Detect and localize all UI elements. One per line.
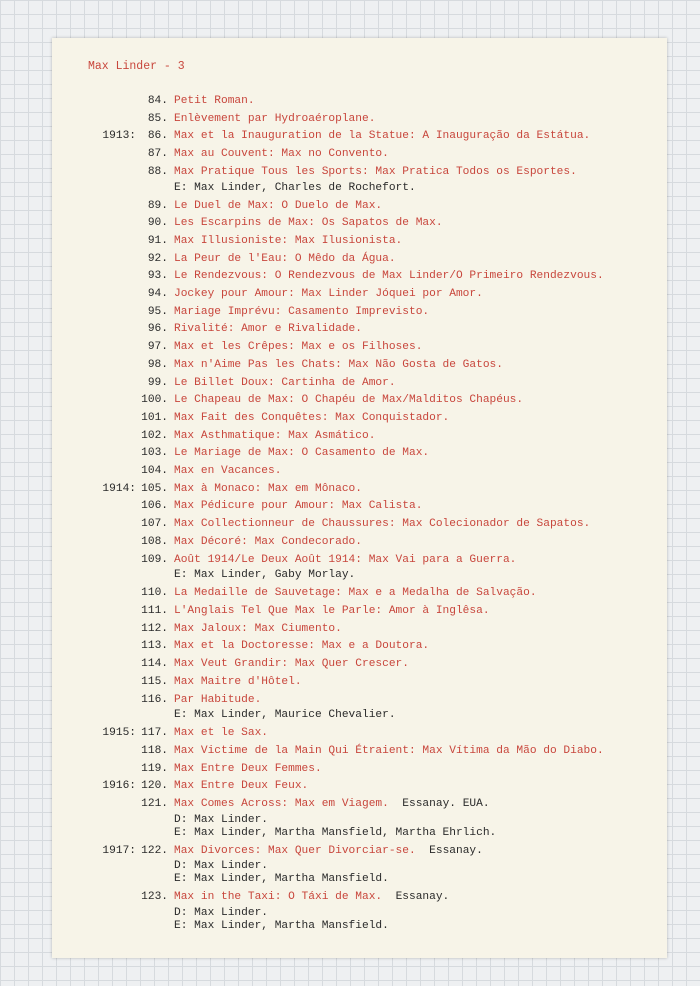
film-entry	[52, 585, 667, 603]
film-title: Août 1914/Le Deux Août 1914: Max Vai para a Guerra.	[174, 553, 517, 566]
film-entry	[52, 463, 667, 481]
credit-line: E: Max Linder, Martha Mansfield, Martha Ehrlich.	[174, 826, 497, 839]
credit-line: D: Max Linder.	[174, 813, 268, 826]
entry-number: 112.	[141, 622, 168, 635]
production-info: Essanay.	[429, 844, 483, 857]
film-title: Le Rendezvous: O Rendezvous de Max Linder/O Primeiro Rendezvous.	[174, 270, 604, 283]
film-entry	[52, 516, 667, 534]
entry-number: 116.	[141, 693, 168, 706]
film-entry	[52, 428, 667, 446]
film-entry	[52, 481, 667, 499]
entry-year: 1913:	[102, 130, 136, 143]
credit-line: E: Max Linder, Maurice Chevalier.	[174, 709, 396, 722]
film-entry	[52, 111, 667, 129]
entry-body	[174, 516, 667, 534]
film-title: Max et la Inauguration de la Statue: A Inauguração da Estátua.	[174, 130, 591, 143]
entry-body	[174, 111, 667, 129]
film-title: La Peur de l'Eau: O Mêdo da Água.	[174, 252, 396, 265]
entry-number: 85.	[147, 112, 168, 125]
film-title: Par Habitude.	[174, 693, 262, 706]
entry-number: 94.	[147, 288, 168, 301]
film-title: Les Escarpins de Max: Os Sapatos de Max.	[174, 217, 443, 230]
film-title: Mariage Imprévu: Casamento Imprevisto.	[174, 305, 430, 318]
film-title: Le Mariage de Max: O Casamento de Max.	[174, 447, 430, 460]
film-entry	[52, 146, 667, 164]
film-title: Max et le Sax.	[174, 727, 268, 740]
entry-body	[174, 761, 667, 779]
entry-number: 113.	[141, 640, 168, 653]
film-title: Max en Vacances.	[174, 465, 282, 478]
film-title: Max Comes Across: Max em Viagem.	[174, 798, 389, 811]
film-entry	[52, 198, 667, 216]
film-title: Max Jaloux: Max Ciumento.	[174, 622, 342, 635]
film-entry	[52, 286, 667, 304]
entry-body	[174, 392, 667, 410]
film-entry	[52, 375, 667, 393]
entry-number: 108.	[141, 535, 168, 548]
entry-body	[174, 128, 667, 146]
film-title: Max Maitre d'Hôtel.	[174, 675, 302, 688]
film-entry	[52, 251, 667, 269]
film-title: Max Fait des Conquêtes: Max Conquistador.	[174, 411, 450, 424]
entry-number: 121.	[141, 798, 168, 811]
entry-year: 1916:	[102, 780, 136, 793]
film-entry	[52, 534, 667, 552]
entry-number: 89.	[147, 199, 168, 212]
entry-body	[174, 498, 667, 516]
film-entry	[52, 410, 667, 428]
entry-body	[174, 889, 667, 933]
entry-number: 84.	[147, 95, 168, 107]
film-entry	[52, 339, 667, 357]
entry-number: 99.	[147, 376, 168, 389]
film-title: Max Entre Deux Femmes.	[174, 762, 322, 775]
entry-body	[174, 743, 667, 761]
film-entry	[52, 233, 667, 251]
entry-body	[174, 93, 667, 111]
film-title: Max Veut Grandir: Max Quer Crescer.	[174, 658, 409, 671]
film-entry	[52, 128, 667, 146]
entry-body	[174, 843, 667, 887]
entry-number: 86.	[147, 130, 168, 143]
entry-body	[174, 692, 667, 723]
page-header: Max Linder - 3	[88, 60, 185, 73]
film-entry	[52, 796, 667, 840]
credit-line: D: Max Linder.	[174, 860, 268, 873]
entry-body	[174, 339, 667, 357]
film-entry	[52, 889, 667, 933]
film-entry	[52, 638, 667, 656]
entry-body	[174, 215, 667, 233]
film-title: Le Billet Doux: Cartinha de Amor.	[174, 376, 396, 389]
entry-number: 91.	[147, 234, 168, 247]
film-entry	[52, 215, 667, 233]
entry-body	[174, 428, 667, 446]
entry-body	[174, 603, 667, 621]
film-title: Max Pratique Tous les Sports: Max Pratica Todos os Esportes.	[174, 165, 577, 178]
film-title: Max et les Crêpes: Max e os Filhoses.	[174, 341, 423, 354]
film-entry	[52, 656, 667, 674]
film-title: Max et la Doctoresse: Max e a Doutora.	[174, 640, 430, 653]
entry-body	[174, 321, 667, 339]
entry-body	[174, 796, 667, 840]
entry-number: 122.	[141, 844, 168, 857]
film-title: Petit Roman.	[174, 95, 255, 107]
entry-number: 118.	[141, 744, 168, 757]
entry-body	[174, 674, 667, 692]
film-entry	[52, 674, 667, 692]
film-title: Max à Monaco: Max em Mônaco.	[174, 482, 362, 495]
entry-body	[174, 481, 667, 499]
entry-body	[174, 233, 667, 251]
film-title: L'Anglais Tel Que Max le Parle: Amor à Inglêsa.	[174, 604, 490, 617]
entry-number: 87.	[147, 148, 168, 161]
film-title: La Medaille de Sauvetage: Max e a Medalha de Salvação.	[174, 587, 537, 600]
entry-body	[174, 198, 667, 216]
entry-number: 92.	[147, 252, 168, 265]
film-title: Max Asthmatique: Max Asmático.	[174, 429, 376, 442]
entry-body	[174, 725, 667, 743]
entry-number: 93.	[147, 270, 168, 283]
entry-number: 114.	[141, 658, 168, 671]
entry-number: 117.	[141, 727, 168, 740]
entry-number: 120.	[141, 780, 168, 793]
entry-body	[174, 552, 667, 583]
entry-body	[174, 410, 667, 428]
entry-body	[174, 164, 667, 195]
film-entry	[52, 392, 667, 410]
film-title: Max n'Aime Pas les Chats: Max Não Gosta de Gatos.	[174, 358, 503, 371]
entry-number: 88.	[147, 165, 168, 178]
film-title: Max Collectionneur de Chaussures: Max Colecionador de Sapatos.	[174, 518, 591, 531]
film-title: Le Duel de Max: O Duelo de Max.	[174, 199, 383, 212]
film-entry	[52, 552, 667, 583]
entry-number: 100.	[141, 394, 168, 407]
film-entry	[52, 843, 667, 887]
entry-number: 109.	[141, 553, 168, 566]
entry-number: 101.	[141, 411, 168, 424]
film-entry	[52, 321, 667, 339]
entry-number: 110.	[141, 587, 168, 600]
production-info: Essanay. EUA.	[402, 798, 490, 811]
entry-body	[174, 463, 667, 481]
entry-year: 1914:	[102, 482, 136, 495]
film-title: Max Entre Deux Feux.	[174, 780, 309, 793]
entry-body	[174, 621, 667, 639]
credit-line: E: Max Linder, Charles de Rochefort.	[174, 181, 416, 194]
entry-body	[174, 445, 667, 463]
filmography-list	[52, 93, 667, 936]
credit-line: E: Max Linder, Martha Mansfield.	[174, 920, 389, 933]
film-entry	[52, 304, 667, 322]
film-title: Max Décoré: Max Condecorado.	[174, 535, 362, 548]
entry-number: 95.	[147, 305, 168, 318]
entry-number: 123.	[141, 891, 168, 904]
entry-number: 111.	[141, 604, 168, 617]
entry-body	[174, 638, 667, 656]
film-entry	[52, 603, 667, 621]
film-title: Max Pédicure pour Amour: Max Calista.	[174, 500, 423, 513]
entry-number: 96.	[147, 323, 168, 336]
production-info: Essanay.	[395, 891, 450, 904]
entry-body	[174, 375, 667, 393]
entry-body	[174, 778, 667, 796]
entry-body	[174, 585, 667, 603]
entry-body	[174, 251, 667, 269]
entry-number: 98.	[147, 358, 168, 371]
entry-number: 119.	[141, 762, 168, 775]
film-title: Max Illusioniste: Max Ilusionista.	[174, 234, 403, 247]
film-title: Max Divorces: Max Quer Divorciar-se.	[174, 844, 416, 857]
entry-number: 106.	[141, 500, 168, 513]
film-entry	[52, 743, 667, 761]
entry-number: 104.	[141, 465, 168, 478]
film-entry	[52, 268, 667, 286]
film-entry	[52, 778, 667, 796]
film-title: Jockey pour Amour: Max Linder Jóquei por Amor.	[174, 288, 483, 301]
film-title: Max Victime de la Main Qui Étraient: Max Vítima da Mão do Diabo.	[174, 744, 604, 757]
film-entry	[52, 93, 667, 111]
entry-number: 103.	[141, 447, 168, 460]
entry-body	[174, 268, 667, 286]
film-entry	[52, 621, 667, 639]
film-entry	[52, 692, 667, 723]
film-title: Max in the Taxi: O Táxi de Max.	[174, 891, 383, 904]
credit-line: E: Max Linder, Martha Mansfield.	[174, 873, 389, 886]
entry-number: 105.	[141, 482, 168, 495]
entry-number: 102.	[141, 429, 168, 442]
film-entry	[52, 725, 667, 743]
credit-line: E: Max Linder, Gaby Morlay.	[174, 569, 356, 582]
entry-body	[174, 286, 667, 304]
entry-body	[174, 146, 667, 164]
film-title: Rivalité: Amor e Rivalidade.	[174, 323, 362, 336]
entry-body	[174, 534, 667, 552]
film-title: Max au Couvent: Max no Convento.	[174, 148, 389, 161]
film-entry	[52, 761, 667, 779]
entry-number: 107.	[141, 518, 168, 531]
film-entry	[52, 498, 667, 516]
entry-body	[174, 656, 667, 674]
film-entry	[52, 357, 667, 375]
film-entry	[52, 445, 667, 463]
entry-number: 115.	[141, 675, 168, 688]
entry-number: 90.	[147, 217, 168, 230]
film-entry	[52, 164, 667, 195]
entry-body	[174, 304, 667, 322]
entry-year: 1915:	[102, 727, 136, 740]
entry-number: 97.	[147, 341, 168, 354]
film-title: Le Chapeau de Max: O Chapéu de Max/Malditos Chapéus.	[174, 394, 524, 407]
typed-page	[52, 38, 667, 958]
entry-year: 1917:	[102, 844, 136, 857]
entry-body	[174, 357, 667, 375]
film-title: Enlèvement par Hydroaéroplane.	[174, 112, 376, 125]
credit-line: D: Max Linder.	[174, 907, 268, 920]
